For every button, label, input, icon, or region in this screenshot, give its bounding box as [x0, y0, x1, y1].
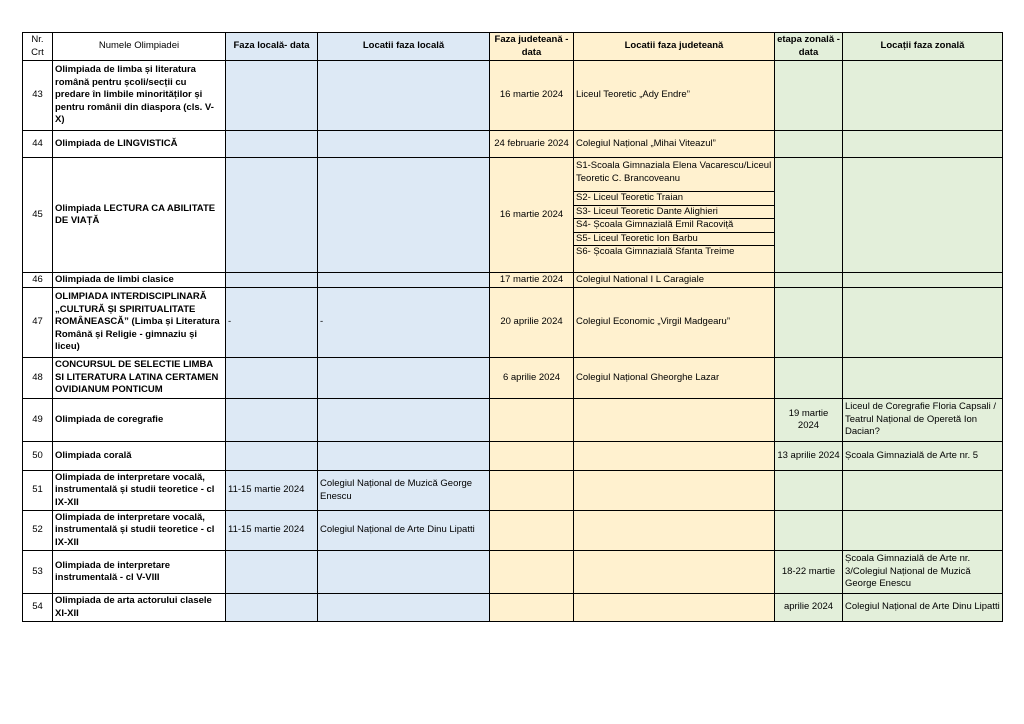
- zonal-location: Școala Gimnazială de Arte nr. 5: [843, 442, 1003, 471]
- table-row: [23, 288, 1003, 358]
- local-date: [226, 551, 318, 594]
- zonal-date: [775, 511, 843, 551]
- olympiad-name: CONCURSUL DE SELECTIE LIMBA SI LITERATURA LATINA CERTAMEN OVIDIANUM PONTICUM: [53, 358, 226, 399]
- local-date: 11-15 martie 2024: [226, 471, 318, 511]
- county-date: [490, 442, 574, 471]
- county-date: [490, 594, 574, 622]
- county-location-item: S5- Liceul Teoretic Ion Barbu: [574, 233, 774, 247]
- table-row: [23, 358, 1003, 399]
- zonal-location: [843, 158, 1003, 273]
- county-location-item: S2- Liceul Teoretic Traian: [574, 192, 774, 206]
- local-date: [226, 442, 318, 471]
- olympiad-name: Olimpiada de interpretare vocală, instrumentală și studii teoretice - cl IX-XII: [53, 511, 226, 551]
- local-date: [226, 358, 318, 399]
- county-date: 24 februarie 2024: [490, 131, 574, 158]
- county-location-item: S3- Liceul Teoretic Dante Alighieri: [574, 206, 774, 220]
- county-location: [574, 442, 775, 471]
- local-location: [318, 551, 490, 594]
- table-row: [23, 471, 1003, 511]
- row-nr: 53: [23, 551, 53, 594]
- header-nr: Nr. Crt: [23, 33, 53, 61]
- local-date: -: [226, 288, 318, 358]
- local-location: [318, 442, 490, 471]
- olympiad-name: Olimpiada corală: [53, 442, 226, 471]
- zonal-location: [843, 511, 1003, 551]
- zonal-date: [775, 158, 843, 273]
- table-row: [23, 442, 1003, 471]
- row-nr: 47: [23, 288, 53, 358]
- local-location: [318, 273, 490, 288]
- local-location: [318, 594, 490, 622]
- header-zonal-date: etapa zonală - data: [775, 33, 843, 61]
- olympiad-name: Olimpiada de interpretare instrumentală - cl V-VIII: [53, 551, 226, 594]
- row-nr: 46: [23, 273, 53, 288]
- zonal-date: 13 aprilie 2024: [775, 442, 843, 471]
- header-county-location: Locatii faza judeteană: [574, 33, 775, 61]
- row-nr: 48: [23, 358, 53, 399]
- header-row: [23, 33, 1003, 61]
- header-name: Numele Olimpiadei: [53, 33, 226, 61]
- row-nr: 54: [23, 594, 53, 622]
- zonal-date: 18-22 martie: [775, 551, 843, 594]
- table-row: [23, 61, 1003, 131]
- olympiad-name: Olimpiada de limba și literatura română pentru școli/secții cu predare în limbile minorităților și pentru românii din diaspora (cls. V-X): [53, 61, 226, 131]
- zonal-date: [775, 471, 843, 511]
- row-nr: 45: [23, 158, 53, 273]
- zonal-location: Colegiul Național de Arte Dinu Lipatti: [843, 594, 1003, 622]
- local-date: [226, 131, 318, 158]
- olympiad-name: Olimpiada LECTURA CA ABILITATE DE VIAȚĂ: [53, 158, 226, 273]
- header-local-location: Locatii faza locală: [318, 33, 490, 61]
- county-location-item: S6- Școala Gimnazială Sfanta Treime: [576, 246, 735, 257]
- zonal-date: [775, 358, 843, 399]
- row-nr: 43: [23, 61, 53, 131]
- county-location: [574, 594, 775, 622]
- local-location: [318, 399, 490, 442]
- olympiad-name: OLIMPIADA INTERDISCIPLINARĂ „CULTURĂ ȘI SPIRITUALITATE ROMÂNEASCĂ” (Limba și Literatura Română și Religie - gimnaziu și liceu): [53, 288, 226, 358]
- local-date: 11-15 martie 2024: [226, 511, 318, 551]
- table-row: [23, 594, 1003, 622]
- olympiad-name: Olimpiada de limbi clasice: [53, 273, 226, 288]
- county-location: Colegiul Economic „Virgil Madgearu”: [574, 288, 775, 358]
- table-row: [23, 131, 1003, 158]
- olympiad-schedule-table: [22, 32, 1003, 622]
- county-location-list: [574, 158, 775, 273]
- zonal-date: [775, 61, 843, 131]
- row-nr: 49: [23, 399, 53, 442]
- header-local-date: Faza locală- data: [226, 33, 318, 61]
- local-location: [318, 131, 490, 158]
- table-row: [23, 158, 1003, 273]
- county-date: [490, 551, 574, 594]
- local-location: [318, 61, 490, 131]
- table-row: [23, 551, 1003, 594]
- county-location: Colegiul National I L Caragiale: [574, 273, 775, 288]
- county-location: [574, 511, 775, 551]
- local-date: [226, 158, 318, 273]
- zonal-location: [843, 288, 1003, 358]
- olympiad-name: Olimpiada de LINGVISTICĂ: [53, 131, 226, 158]
- zonal-date: [775, 131, 843, 158]
- county-location: [574, 399, 775, 442]
- row-nr: 51: [23, 471, 53, 511]
- local-date: [226, 399, 318, 442]
- county-date: 6 aprilie 2024: [490, 358, 574, 399]
- local-date: [226, 594, 318, 622]
- zonal-date: [775, 288, 843, 358]
- zonal-location: [843, 131, 1003, 158]
- county-location: [574, 551, 775, 594]
- county-location: Colegiul Național Gheorghe Lazar: [574, 358, 775, 399]
- row-nr: 50: [23, 442, 53, 471]
- county-date: [490, 399, 574, 442]
- county-date: [490, 511, 574, 551]
- zonal-date: 19 martie 2024: [775, 399, 843, 442]
- table-row: [23, 511, 1003, 551]
- county-location: Liceul Teoretic „Ady Endre”: [574, 61, 775, 131]
- county-location-item: S4- Școala Gimnazială Emil Racoviță: [574, 219, 774, 233]
- local-location: [318, 358, 490, 399]
- county-location-item: S1-Scoala Gimnaziala Elena Vacarescu/Liceul Teoretic C. Brancoveanu: [574, 158, 774, 192]
- local-location: Colegiul Național de Muzică George Enescu: [318, 471, 490, 511]
- county-location: [574, 471, 775, 511]
- row-nr: 52: [23, 511, 53, 551]
- header-county-date: Faza judeteană - data: [490, 33, 574, 61]
- olympiad-name: Olimpiada de coregrafie: [53, 399, 226, 442]
- local-date: [226, 273, 318, 288]
- county-date: 17 martie 2024: [490, 273, 574, 288]
- local-location: Colegiul Național de Arte Dinu Lipatti: [318, 511, 490, 551]
- table-row: [23, 273, 1003, 288]
- county-date: [490, 471, 574, 511]
- county-date: 20 aprilie 2024: [490, 288, 574, 358]
- county-date: 16 martie 2024: [490, 158, 574, 273]
- local-location: -: [318, 288, 490, 358]
- zonal-location: Liceul de Coregrafie Floria Capsali / Teatrul Național de Operetă Ion Dacian?: [843, 399, 1003, 442]
- zonal-location: [843, 61, 1003, 131]
- olympiad-name: Olimpiada de interpretare vocală, instrumentală și studii teoretice - cl IX-XII: [53, 471, 226, 511]
- zonal-location: Școala Gimnazială de Arte nr. 3/Colegiul Național de Muzică George Enescu: [843, 551, 1003, 594]
- row-nr: 44: [23, 131, 53, 158]
- zonal-date: aprilie 2024: [775, 594, 843, 622]
- county-date: 16 martie 2024: [490, 61, 574, 131]
- local-date: [226, 61, 318, 131]
- zonal-date: [775, 273, 843, 288]
- header-zonal-location: Locații faza zonală: [843, 33, 1003, 61]
- zonal-location: [843, 273, 1003, 288]
- zonal-location: [843, 358, 1003, 399]
- table-row: [23, 399, 1003, 442]
- county-location: Colegiul Național „Mihai Viteazul”: [574, 131, 775, 158]
- olympiad-name: Olimpiada de arta actorului clasele XI-XII: [53, 594, 226, 622]
- zonal-location: [843, 471, 1003, 511]
- local-location: [318, 158, 490, 273]
